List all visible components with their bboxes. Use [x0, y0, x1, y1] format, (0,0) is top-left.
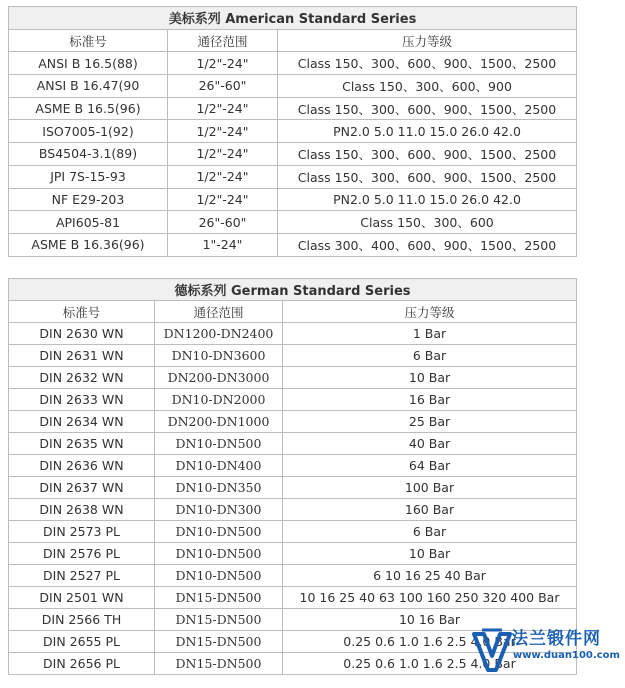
size-range-cell: DN15-DN500 [155, 653, 283, 675]
pressure-rating-cell: 1 Bar [283, 323, 577, 345]
american-standard-table [8, 6, 577, 257]
pressure-rating-cell: Class 150、300、600、900、1500、2500 [278, 165, 577, 188]
pressure-rating-cell: 0.25 0.6 1.0 1.6 2.5 4.0 Bar [283, 653, 577, 675]
pressure-rating-cell: PN2.0 5.0 11.0 15.0 26.0 42.0 [278, 120, 577, 143]
standard-number-cell: BS4504-3.1(89) [9, 143, 168, 166]
table-row [9, 433, 577, 455]
pressure-rating-cell: 10 Bar [283, 543, 577, 565]
header-standard-number: 标准号 [9, 29, 168, 52]
american-table-caption: 美标系列 American Standard Series [9, 7, 577, 30]
pressure-rating-cell: Class 300、400、600、900、1500、2500 [278, 233, 577, 256]
pressure-rating-cell: Class 150、300、600、900、1500、2500 [278, 143, 577, 166]
standard-number-cell: DIN 2655 PL [9, 631, 155, 653]
pressure-rating-cell: 6 10 16 25 40 Bar [283, 565, 577, 587]
pressure-rating-cell: Class 150、300、600、900、1500、2500 [278, 52, 577, 75]
size-range-cell: 26"-60" [168, 75, 278, 98]
table-row [9, 165, 577, 188]
pressure-rating-cell: 16 Bar [283, 389, 577, 411]
standard-number-cell: DIN 2635 WN [9, 433, 155, 455]
standard-number-cell: ISO7005-1(92) [9, 120, 168, 143]
pressure-rating-cell: Class 150、300、600、900 [278, 75, 577, 98]
size-range-cell: DN10-DN300 [155, 499, 283, 521]
standard-number-cell: DIN 2656 PL [9, 653, 155, 675]
size-range-cell: 1/2"-24" [168, 165, 278, 188]
standard-number-cell: ANSI B 16.47(90 [9, 75, 168, 98]
table-row [9, 323, 577, 345]
standard-number-cell: DIN 2631 WN [9, 345, 155, 367]
size-range-cell: DN15-DN500 [155, 587, 283, 609]
table-row [9, 587, 577, 609]
pressure-rating-cell: 64 Bar [283, 455, 577, 477]
table-row [9, 477, 577, 499]
table-row [9, 233, 577, 256]
pressure-rating-cell: 40 Bar [283, 433, 577, 455]
pressure-rating-cell: 6 Bar [283, 521, 577, 543]
table-row [9, 188, 577, 211]
size-range-cell: 26"-60" [168, 211, 278, 234]
table-row [9, 52, 577, 75]
size-range-cell: 1/2"-24" [168, 97, 278, 120]
header-pressure-rating: 压力等级 [278, 29, 577, 52]
size-range-cell: DN10-DN500 [155, 543, 283, 565]
size-range-cell: DN15-DN500 [155, 609, 283, 631]
pressure-rating-cell: 25 Bar [283, 411, 577, 433]
size-range-cell: 1/2"-24" [168, 188, 278, 211]
table-row [9, 367, 577, 389]
pressure-rating-cell: Class 150、300、600、900、1500、2500 [278, 97, 577, 120]
pressure-rating-cell: 10 16 25 40 63 100 160 250 320 400 Bar [283, 587, 577, 609]
header-size-range: 通径范围 [168, 29, 278, 52]
table-row [9, 120, 577, 143]
site-watermark [470, 620, 620, 682]
standard-number-cell: ASME B 16.36(96) [9, 233, 168, 256]
watermark-logo-icon [470, 626, 514, 674]
header-pressure-rating: 压力等级 [283, 301, 577, 323]
standard-number-cell: DIN 2637 WN [9, 477, 155, 499]
table-row [9, 411, 577, 433]
size-range-cell: DN10-DN500 [155, 433, 283, 455]
standard-number-cell: DIN 2527 PL [9, 565, 155, 587]
table-row [9, 455, 577, 477]
standard-number-cell: DIN 2576 PL [9, 543, 155, 565]
pressure-rating-cell: 6 Bar [283, 345, 577, 367]
size-range-cell: 1/2"-24" [168, 52, 278, 75]
table-row [9, 565, 577, 587]
table-row [9, 543, 577, 565]
size-range-cell: 1/2"-24" [168, 143, 278, 166]
header-standard-number: 标准号 [9, 301, 155, 323]
standard-number-cell: DIN 2636 WN [9, 455, 155, 477]
table-row [9, 389, 577, 411]
pressure-rating-cell: PN2.0 5.0 11.0 15.0 26.0 42.0 [278, 188, 577, 211]
table-row [9, 97, 577, 120]
table-row [9, 345, 577, 367]
watermark-url: www.duan100.com [513, 650, 620, 661]
watermark-site-name: 法兰锻件网 [511, 629, 601, 649]
german-standard-table [8, 278, 577, 675]
table-row [9, 143, 577, 166]
standard-number-cell: DIN 2573 PL [9, 521, 155, 543]
size-range-cell: 1"-24" [168, 233, 278, 256]
pressure-rating-cell: 0.25 0.6 1.0 1.6 2.5 4.0 Bar [283, 631, 577, 653]
standard-number-cell: ASME B 16.5(96) [9, 97, 168, 120]
standard-number-cell: DIN 2630 WN [9, 323, 155, 345]
pressure-rating-cell: 160 Bar [283, 499, 577, 521]
standard-number-cell: DIN 2632 WN [9, 367, 155, 389]
table-row [9, 75, 577, 98]
pressure-rating-cell: Class 150、300、600 [278, 211, 577, 234]
table-row [9, 521, 577, 543]
size-range-cell: DN200-DN1000 [155, 411, 283, 433]
size-range-cell: DN10-DN350 [155, 477, 283, 499]
standard-number-cell: DIN 2633 WN [9, 389, 155, 411]
size-range-cell: DN1200-DN2400 [155, 323, 283, 345]
pressure-rating-cell: 10 Bar [283, 367, 577, 389]
size-range-cell: DN10-DN400 [155, 455, 283, 477]
size-range-cell: DN10-DN3600 [155, 345, 283, 367]
header-size-range: 通径范围 [155, 301, 283, 323]
size-range-cell: DN10-DN500 [155, 565, 283, 587]
standard-number-cell: ANSI B 16.5(88) [9, 52, 168, 75]
pressure-rating-cell: 10 16 Bar [283, 609, 577, 631]
standard-number-cell: NF E29-203 [9, 188, 168, 211]
size-range-cell: DN10-DN500 [155, 521, 283, 543]
size-range-cell: DN200-DN3000 [155, 367, 283, 389]
standard-number-cell: DIN 2566 TH [9, 609, 155, 631]
table-row [9, 211, 577, 234]
table-row [9, 499, 577, 521]
standard-number-cell: API605-81 [9, 211, 168, 234]
size-range-cell: 1/2"-24" [168, 120, 278, 143]
standard-number-cell: DIN 2501 WN [9, 587, 155, 609]
standard-number-cell: JPI 7S-15-93 [9, 165, 168, 188]
size-range-cell: DN15-DN500 [155, 631, 283, 653]
german-table-caption: 德标系列 German Standard Series [9, 279, 577, 301]
standard-number-cell: DIN 2634 WN [9, 411, 155, 433]
pressure-rating-cell: 100 Bar [283, 477, 577, 499]
size-range-cell: DN10-DN2000 [155, 389, 283, 411]
standard-number-cell: DIN 2638 WN [9, 499, 155, 521]
